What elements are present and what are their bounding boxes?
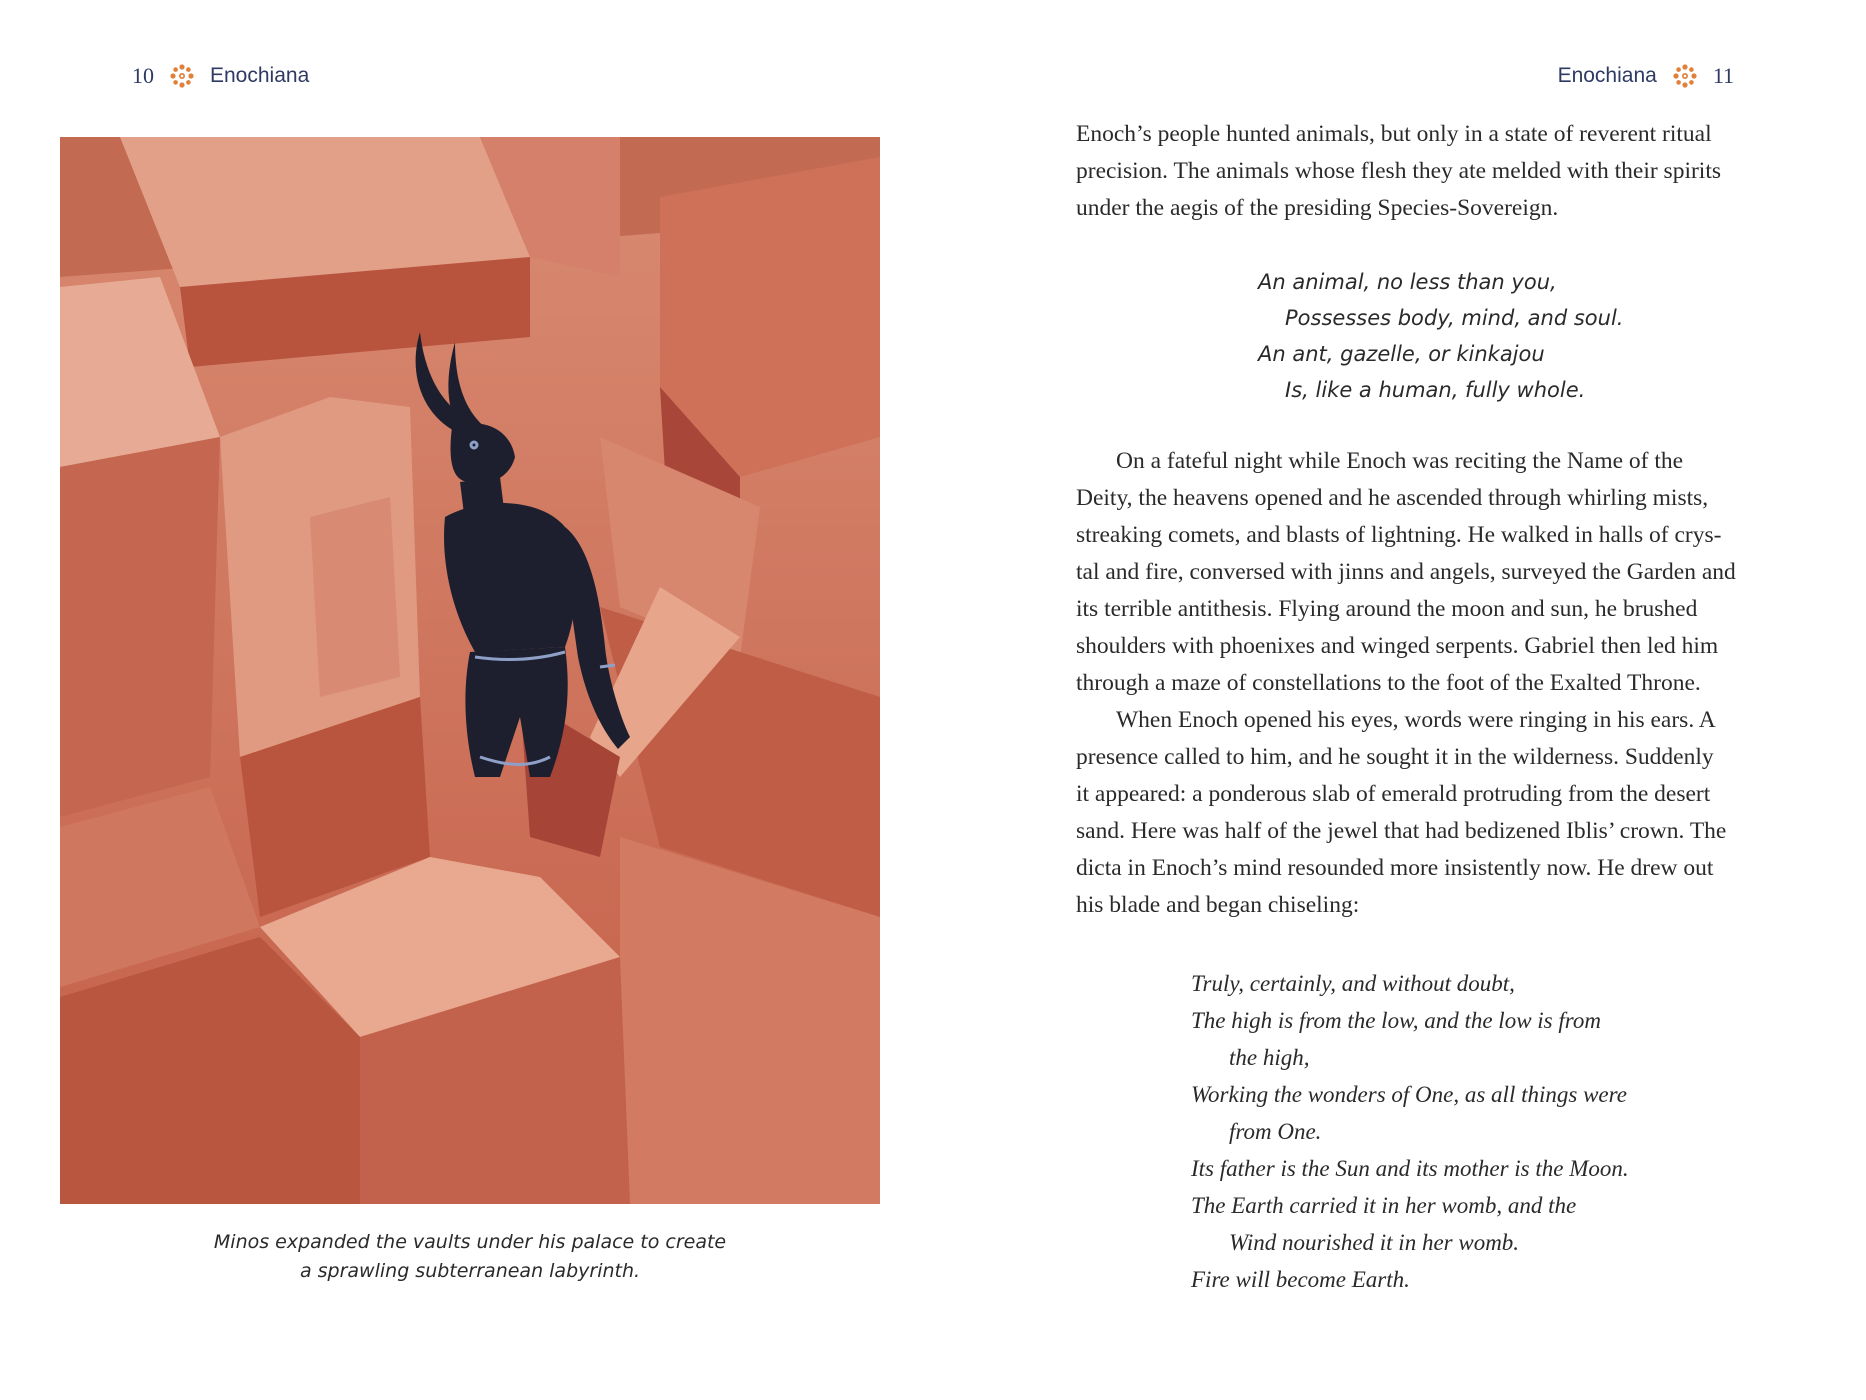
text-line: dicta in Enoch’s mind resounded more insistently now. He drew out: [1076, 855, 1714, 881]
illustration-caption: [60, 1228, 880, 1286]
verse-2: [1191, 965, 1711, 1298]
paragraph-2: [1076, 443, 1758, 702]
text-line: sand. Here was half of the jewel that had bedizened Iblis’ crown. The: [1076, 818, 1727, 844]
text-line: his blade and began chiseling:: [1076, 892, 1360, 918]
running-head-left: [132, 62, 309, 90]
verse-line: An ant, gazelle, or kinkajou: [1258, 342, 1545, 366]
verse-line: from One.: [1229, 1119, 1322, 1144]
verse-line: Is, like a human, fully whole.: [1285, 378, 1586, 402]
text-line: presence called to him, and he sought it in the wilderness. Suddenly: [1076, 744, 1714, 770]
text-line: it appeared: a ponderous slab of emerald protruding from the desert: [1076, 781, 1711, 807]
running-head-right: [1558, 62, 1734, 90]
text-line: its terrible antithesis. Flying around the moon and sun, he brushed: [1076, 596, 1698, 622]
paragraph-3: [1076, 702, 1758, 924]
paragraph-1: [1076, 116, 1758, 227]
text-line: On a fateful night while Enoch was reciting the Name of the: [1116, 448, 1684, 474]
text-line: streaking comets, and blasts of lightning. He walked in halls of crys-: [1076, 522, 1722, 548]
text-line: Deity, the heavens opened and he ascended through whirling mists,: [1076, 485, 1709, 511]
page-number-right: 11: [1712, 63, 1734, 88]
verse-line: Possesses body, mind, and soul.: [1285, 306, 1624, 330]
text-line: shoulders with phoenixes and winged serpents. Gabriel then led him: [1076, 633, 1719, 659]
text-line: Enoch’s people hunted animals, but only in a state of reverent ritual: [1076, 121, 1712, 147]
running-head-title-left: Enochiana: [210, 64, 310, 87]
text-line: precision. The animals whose flesh they ate melded with their spirits: [1076, 158, 1722, 184]
labyrinth-illustration: [60, 137, 880, 1204]
text-line: When Enoch opened his eyes, words were ringing in his ears. A: [1116, 707, 1716, 733]
running-head-title-right: Enochiana: [1557, 64, 1657, 87]
flower-ornament-icon: [1671, 62, 1699, 90]
verse-line: The high is from the low, and the low is from: [1191, 1008, 1601, 1033]
text-line: through a maze of constellations to the foot of the Exalted Throne.: [1076, 670, 1701, 696]
caption-line: a sprawling subterranean labyrinth.: [299, 1260, 641, 1282]
verse-line: Working the wonders of One, as all things were: [1191, 1082, 1627, 1107]
right-page: [933, 0, 1866, 1400]
verse-line: An animal, no less than you,: [1258, 270, 1557, 294]
caption-line: Minos expanded the vaults under his palace to create: [213, 1231, 727, 1253]
verse-line: The Earth carried it in her womb, and the: [1191, 1193, 1577, 1218]
verse-line: Wind nourished it in her womb.: [1229, 1230, 1520, 1255]
verse-line: Its father is the Sun and its mother is the Moon.: [1191, 1156, 1629, 1181]
flower-ornament-icon: [168, 62, 196, 90]
text-line: tal and fire, conversed with jinns and angels, surveyed the Garden and: [1076, 559, 1736, 585]
verse-line: the high,: [1229, 1045, 1310, 1070]
verse-1: [1258, 264, 1678, 408]
text-line: under the aegis of the presiding Species-Sovereign.: [1076, 195, 1559, 221]
page-number-left: 10: [132, 63, 154, 88]
verse-line: Fire will become Earth.: [1191, 1267, 1410, 1292]
verse-line: Truly, certainly, and without doubt,: [1191, 971, 1515, 996]
